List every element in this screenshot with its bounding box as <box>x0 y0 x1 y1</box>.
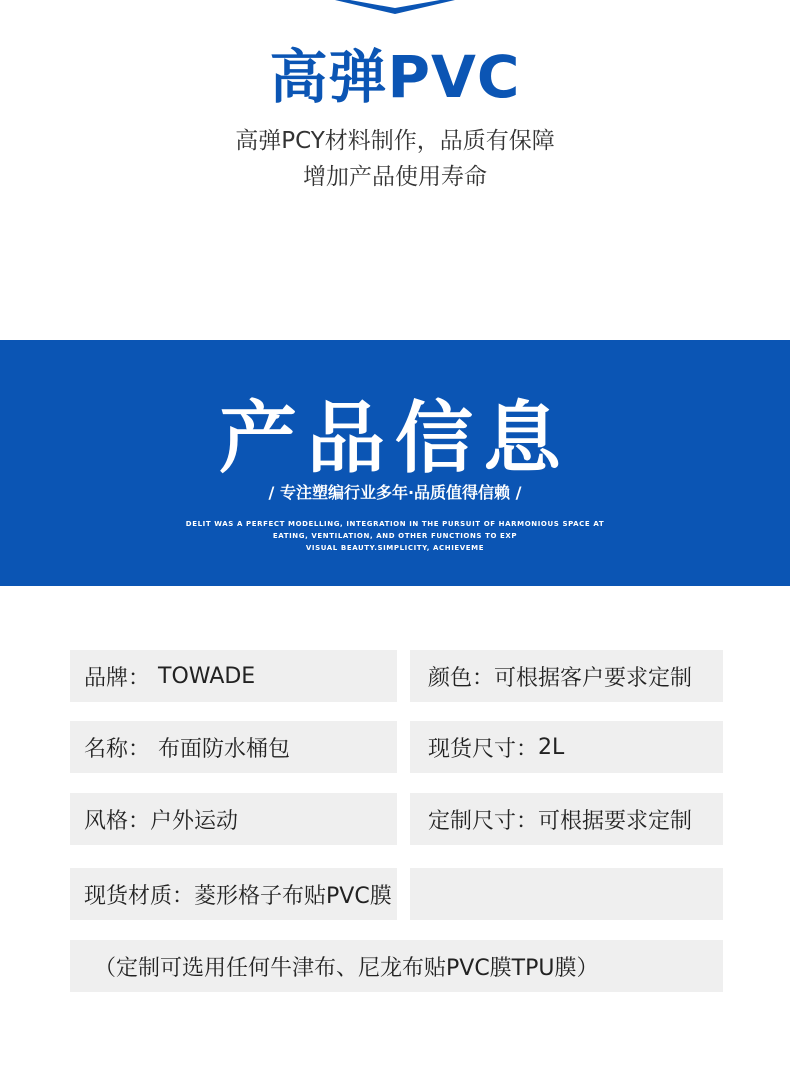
info-brand-value: TOWADE <box>158 663 256 689</box>
info-style <box>70 793 397 845</box>
feature-description-line-1: 高弹PCY材料制作，品质有保障 <box>235 128 555 154</box>
info-empty-cell <box>410 868 723 920</box>
info-color <box>410 650 723 702</box>
info-stock-material-value: 菱形格子布贴PVC膜 <box>194 883 392 909</box>
banner-tagline: / 专注塑编行业多年·品质值得信赖 / <box>268 483 522 502</box>
info-brand-label: 品牌： <box>84 665 151 691</box>
info-name <box>70 721 397 773</box>
info-custom-size-label: 定制尺寸： <box>428 808 539 834</box>
info-style-label: 风格： <box>84 808 151 834</box>
product-info-banner <box>0 340 790 586</box>
feature-title: 高弹PVC <box>269 43 521 111</box>
banner-title: 产品信息 <box>218 394 571 484</box>
info-name-label: 名称： <box>84 736 151 762</box>
info-style-value: 户外运动 <box>150 808 239 834</box>
banner-english-line-2: EATING, VENTILATION, AND OTHER FUNCTIONS TO EXP <box>272 532 518 540</box>
feature-description-line-2: 增加产品使用寿命 <box>303 164 487 190</box>
banner-english-line-3: VISUAL BEAUTY.SIMPLICITY, ACHIEVEME <box>305 544 485 552</box>
info-name-value: 布面防水桶包 <box>158 736 291 762</box>
info-stock-size-value: 2L <box>538 734 565 760</box>
info-stock-size <box>410 721 723 773</box>
info-custom-size-value: 可根据要求定制 <box>538 808 693 834</box>
info-custom-size <box>410 793 723 845</box>
info-brand <box>70 650 397 702</box>
info-stock-material <box>70 868 397 920</box>
info-stock-material-label: 现货材质： <box>84 883 195 909</box>
info-color-label: 颜色： <box>428 665 495 691</box>
banner-english-line-1: DELIT WAS A PERFECT MODELLING, INTEGRATION IN THE PURSUIT OF HARMONIOUS SPACE AT <box>185 520 605 528</box>
info-custom-note: （定制可选用任何牛津布、尼龙布贴PVC膜TPU膜） <box>70 940 723 992</box>
info-color-value: 可根据客户要求定制 <box>494 665 693 691</box>
info-stock-size-label: 现货尺寸： <box>428 736 539 762</box>
